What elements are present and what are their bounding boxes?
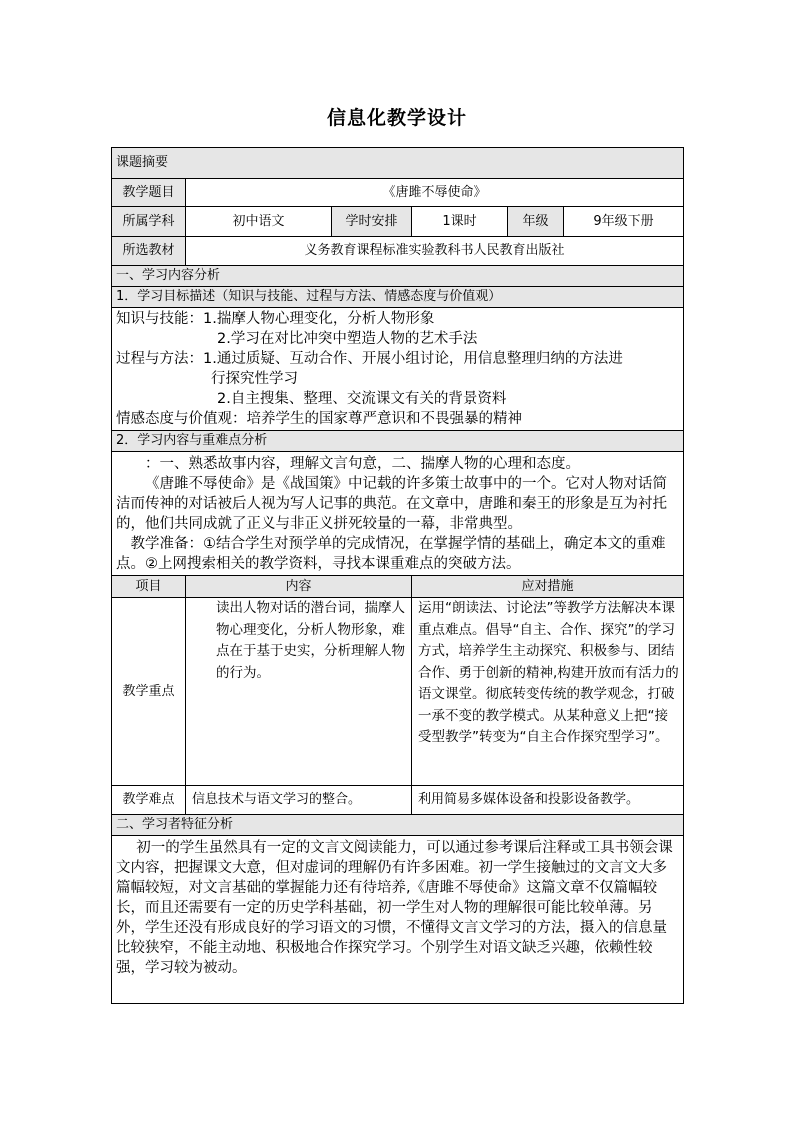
textbook-value: 义务教育课程标准实验教科书人民教育出版社 xyxy=(186,237,684,266)
difficult-point-content: 信息技术与语文学习的整合。 xyxy=(186,786,412,815)
section1-header: 一、学习内容分析 xyxy=(112,266,684,287)
summary-header-row xyxy=(112,148,684,179)
content-header: 内容 xyxy=(186,576,412,598)
measures-header: 应对措施 xyxy=(412,576,684,598)
grade-label: 年级 xyxy=(508,207,564,237)
summary-header: 课题摘要 xyxy=(112,148,684,179)
topic-label: 教学题目 xyxy=(112,179,186,207)
content-paragraph: 教学准备：①结合学生对预学单的完成情况，在掌握学情的基础上，确定本文的重难点。②上网搜索相关的教学资料，寻找本课重难点的突破方法。 xyxy=(116,536,666,572)
sub1-header-row xyxy=(112,287,684,308)
textbook-row xyxy=(112,237,684,266)
item-header: 项目 xyxy=(112,576,186,598)
goal-line: 行探究性学习 xyxy=(211,371,298,387)
hours-label: 学时安排 xyxy=(332,207,412,237)
goal-line: 2.自主搜集、整理、交流课文有关的背景资料 xyxy=(217,391,507,407)
content-analysis-row xyxy=(112,452,684,576)
goal-line: 过程与方法：1.通过质疑、互动合作、开展小组讨论，用信息整理归纳的方法进 xyxy=(116,351,623,367)
key-point-content-cell xyxy=(186,598,412,786)
grade-value: 9年级下册 xyxy=(564,207,684,237)
subject-row xyxy=(112,207,684,237)
content-analysis-cell xyxy=(112,452,684,576)
goal-line: 知识与技能：1.揣摩人物心理变化，分析人物形象 xyxy=(116,311,435,327)
goals-cell xyxy=(112,308,684,431)
topic-row xyxy=(112,179,684,207)
key-point-measures-cell xyxy=(412,598,684,786)
page-title: 信息化教学设计 xyxy=(326,107,467,129)
goals-row xyxy=(112,308,684,431)
difficult-point-row xyxy=(112,786,684,815)
sub2-header-row xyxy=(112,431,684,452)
subject-value: 初中语文 xyxy=(186,207,332,237)
content-paragraph: 《唐雎不辱使命》是《战国策》中记载的许多策士故事中的一个。它对人物对话简洁而传神的对话被后人视为写人记事的典范。在文章中，唐雎和秦王的形象是互为衬托的，他们共同成就了正义与非正义拼死较量的一幕，非常典型。 xyxy=(116,476,667,532)
hours-value: 1课时 xyxy=(412,207,508,237)
learner-analysis-row xyxy=(112,836,684,1004)
difficult-point-label: 教学难点 xyxy=(112,786,186,815)
content-paragraph: ：一、熟悉故事内容，理解文言句意，二、揣摩人物的心理和态度。 xyxy=(145,456,580,472)
analysis-header-row xyxy=(112,576,684,598)
key-point-measures: 运用“朗读法、讨论法”等教学方法解决本课重点难点。倡导“自主、合作、探究”的学习方式，培养学生主动探究、积极参与、团结合作、勇于创新的精神,构建开放而有活力的语文课堂。彻底转变传统的教学观念，打破一承不变的教学模式。从某种意义上把“接受型教学”转变为“自主合作探究型学习”。 xyxy=(418,600,679,745)
key-point-content: 读出人物对话的潜台词，揣摩人物心理变化，分析人物形象，难点在于基于史实，分析理解人物的行为。 xyxy=(216,600,405,681)
section2-header-row xyxy=(112,815,684,836)
goal-line: 情感态度与价值观：培养学生的国家尊严意识和不畏强暴的精神 xyxy=(116,411,522,427)
learner-paragraph: 初一的学生虽然具有一定的文言文阅读能力，可以通过参考课后注释或工具书领会课文内容，把握课文大意，但对虚词的理解仍有许多困难。初一学生接触过的文言文大多篇幅较短，对文言基础的掌握能力还有待培养,《唐雎不辱使命》这篇文章不仅篇幅较长，而且还需要有一定的历史学科基础，初一学生对人物的理解很可能比较单薄。另外，学生还没有形成良好的学习语文的习惯，不懂得文言文学习的方法，摄入的信息量比较狭窄，不能主动地、积极地合作探究学习。个别学生对语文缺乏兴趣，依赖性较强，学习较为被动。 xyxy=(116,840,673,976)
goal-line: 2.学习在对比冲突中塑造人物的艺术手法 xyxy=(217,331,478,347)
learner-analysis-cell xyxy=(112,836,684,1004)
difficult-point-measures: 利用简易多媒体设备和投影设备教学。 xyxy=(412,786,684,815)
topic-value: 《唐雎不辱使命》 xyxy=(186,179,684,207)
key-point-row xyxy=(112,598,684,786)
textbook-label: 所选教材 xyxy=(112,237,186,266)
sub1-header: 1．学习目标描述（知识与技能、过程与方法、情感态度与价值观） xyxy=(112,287,684,308)
key-point-label: 教学重点 xyxy=(112,598,186,786)
design-table xyxy=(111,147,684,1004)
subject-label: 所属学科 xyxy=(112,207,186,237)
sub2-header: 2．学习内容与重难点分析 xyxy=(112,431,684,452)
section1-header-row xyxy=(112,266,684,287)
section2-header: 二、学习者特征分析 xyxy=(112,815,684,836)
